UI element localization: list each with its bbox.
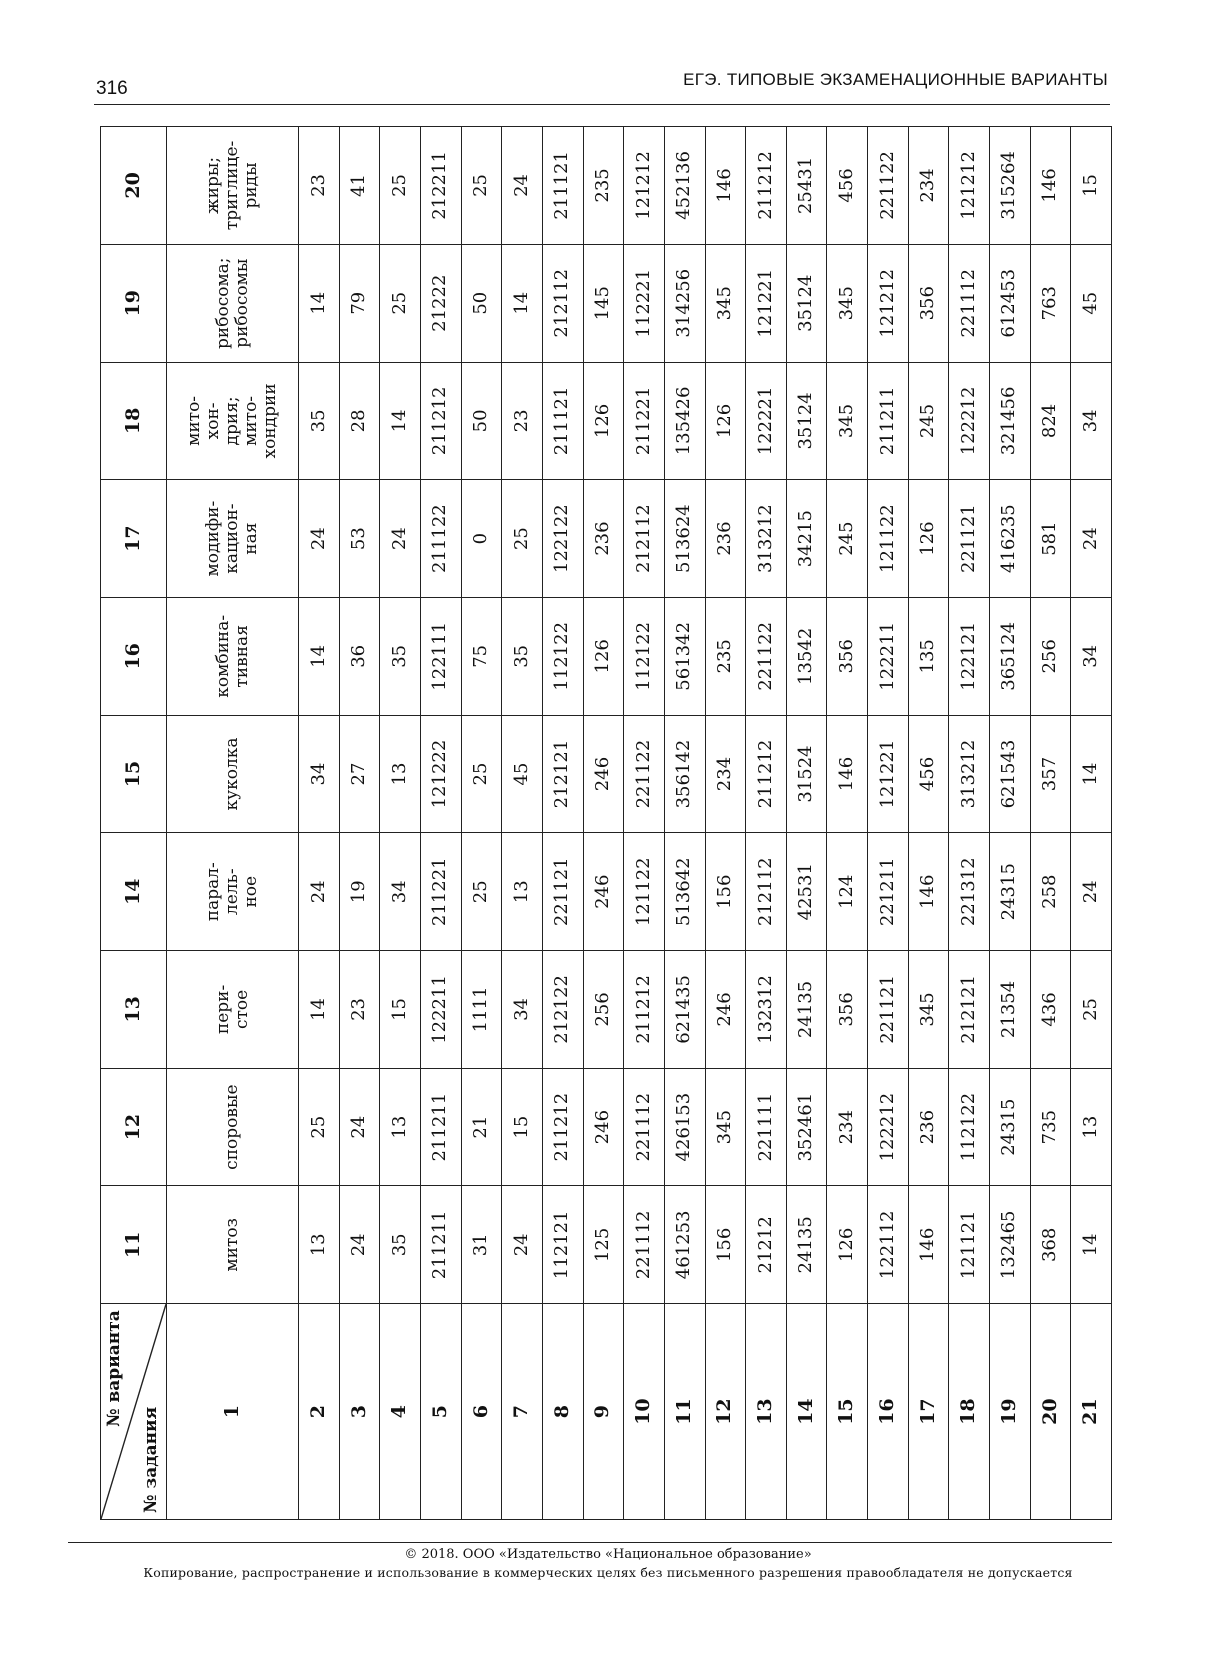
answer-term-cell: жиры; триглице- риды [167,127,299,245]
answer-cell: 126 [583,362,624,480]
table-row [908,127,949,1520]
answer-cell: 45 [1071,244,1112,362]
answer-term-cell: споровые [167,1068,299,1186]
answer-cell: 211221 [421,833,462,951]
answer-cell: 221121 [542,833,583,951]
answer-cell: 24 [502,127,543,245]
answer-cell: 35 [380,1186,421,1304]
row-header-variant: 11 [664,1304,705,1520]
column-header-task-13: 13 [101,951,167,1069]
answer-cell: 25 [380,244,421,362]
answer-cell: 42531 [786,833,827,951]
answer-cell: 126 [908,480,949,598]
answer-cell: 122212 [949,362,990,480]
answer-cell: 621435 [664,951,705,1069]
answer-cell: 24 [502,1186,543,1304]
answer-cell: 112121 [542,1186,583,1304]
column-header-task-15: 15 [101,715,167,833]
answer-cell: 75 [461,597,502,715]
answer-cell: 126 [705,362,746,480]
answer-cell: 24135 [786,951,827,1069]
answer-cell: 234 [827,1068,868,1186]
answer-cell: 258 [1030,833,1071,951]
table-row [664,127,705,1520]
answer-cell: 13 [299,1186,340,1304]
answer-cell: 27 [339,715,380,833]
answer-cell: 211122 [421,480,462,598]
table-row [624,127,665,1520]
answer-cell: 345 [827,362,868,480]
table-row [380,127,421,1520]
answer-cell: 24315 [989,1068,1030,1186]
answer-cell: 211212 [746,127,787,245]
answer-cell: 14 [502,244,543,362]
answer-table [100,126,1112,1520]
answer-cell: 621543 [989,715,1030,833]
answer-cell: 135426 [664,362,705,480]
answer-cell: 126 [583,597,624,715]
answer-cell: 112122 [542,597,583,715]
answer-term-cell: пери- стое [167,951,299,1069]
row-header-variant: 13 [746,1304,787,1520]
answer-cell: 79 [339,244,380,362]
table-row [339,127,380,1520]
page-number: 316 [96,78,128,99]
answer-cell: 121122 [624,833,665,951]
answer-cell: 23 [339,951,380,1069]
answer-cell: 121212 [868,244,909,362]
row-header-variant: 2 [299,1304,340,1520]
table-row [827,127,868,1520]
row-header-variant: 9 [583,1304,624,1520]
answer-cell: 352461 [786,1068,827,1186]
answer-cell: 53 [339,480,380,598]
answer-cell: 24 [1071,833,1112,951]
answer-cell: 211121 [542,362,583,480]
answer-cell: 211212 [746,715,787,833]
answer-cell: 124 [827,833,868,951]
answer-cell: 235 [583,127,624,245]
answer-cell: 221111 [746,1068,787,1186]
answer-cell: 122211 [421,951,462,1069]
answer-cell: 763 [1030,244,1071,362]
answer-term-cell: куколка [167,715,299,833]
answer-cell: 122211 [868,597,909,715]
answer-term-cell: мито- хон- дрия; мито- хондрии [167,362,299,480]
rotated-table-wrapper [100,126,1112,1520]
answer-cell: 1111 [461,951,502,1069]
answer-cell: 313212 [746,480,787,598]
row-header-variant: 6 [461,1304,502,1520]
answer-cell: 245 [827,480,868,598]
column-header-task-17: 17 [101,480,167,598]
table-row [583,127,624,1520]
row-header-variant: 21 [1071,1304,1112,1520]
table-row [746,127,787,1520]
answer-cell: 31524 [786,715,827,833]
answer-cell: 25 [299,1068,340,1186]
row-header-variant: 3 [339,1304,380,1520]
table-row [989,127,1030,1520]
answer-cell: 221112 [624,1186,665,1304]
answer-cell: 21212 [746,1186,787,1304]
answer-cell: 24 [339,1068,380,1186]
column-header-task-16: 16 [101,597,167,715]
answer-cell: 35124 [786,244,827,362]
answer-cell: 135 [908,597,949,715]
answer-cell: 19 [339,833,380,951]
answer-cell: 23 [502,362,543,480]
answer-cell: 345 [827,244,868,362]
answer-cell: 14 [299,951,340,1069]
answer-cell: 25 [502,480,543,598]
table-row [167,127,299,1520]
table-row [1071,127,1112,1520]
answer-cell: 513624 [664,480,705,598]
answer-table-area [100,126,1112,1520]
answer-cell: 211211 [868,362,909,480]
answer-cell: 132465 [989,1186,1030,1304]
answer-cell: 824 [1030,362,1071,480]
answer-cell: 14 [299,244,340,362]
answer-cell: 122121 [949,597,990,715]
answer-cell: 112122 [624,597,665,715]
answer-cell: 234 [908,127,949,245]
answer-cell: 24315 [989,833,1030,951]
answer-cell: 236 [583,480,624,598]
row-header-variant: 18 [949,1304,990,1520]
row-header-variant: 8 [542,1304,583,1520]
answer-cell: 13 [380,1068,421,1186]
running-header: ЕГЭ. ТИПОВЫЕ ЭКЗАМЕНАЦИОННЫЕ ВАРИАНТЫ [683,70,1108,89]
column-header-task-11: 11 [101,1186,167,1304]
table-corner-cell [101,1304,167,1520]
answer-cell: 145 [583,244,624,362]
answer-cell: 126 [827,1186,868,1304]
answer-cell: 112221 [624,244,665,362]
answer-cell: 456 [908,715,949,833]
answer-cell: 236 [908,1068,949,1186]
answer-cell: 24 [1071,480,1112,598]
answer-cell: 125 [583,1186,624,1304]
row-header-variant: 20 [1030,1304,1071,1520]
answer-cell: 25431 [786,127,827,245]
answer-term-cell: рибосома; рибосомы [167,244,299,362]
answer-cell: 221122 [746,597,787,715]
answer-cell: 13 [1071,1068,1112,1186]
answer-cell: 0 [461,480,502,598]
answer-cell: 45 [502,715,543,833]
answer-cell: 345 [908,951,949,1069]
table-row [868,127,909,1520]
table-header-row [101,127,167,1520]
answer-cell: 561342 [664,597,705,715]
answer-cell: 211212 [624,951,665,1069]
answer-cell: 221312 [949,833,990,951]
answer-cell: 211211 [421,1186,462,1304]
answer-cell: 356142 [664,715,705,833]
answer-cell: 365124 [989,597,1030,715]
answer-cell: 122122 [542,480,583,598]
answer-cell: 34 [1071,597,1112,715]
table-row [461,127,502,1520]
answer-cell: 156 [705,833,746,951]
answer-cell: 357 [1030,715,1071,833]
footer-notice: Копирование, распространение и использование в коммерческих целях без письменного разрешения правообладателя не допускается [143,1565,1073,1580]
answer-cell: 34 [299,715,340,833]
answer-cell: 212121 [542,715,583,833]
answer-cell: 50 [461,244,502,362]
answer-cell: 356 [827,951,868,1069]
answer-cell: 23 [299,127,340,245]
answer-cell: 356 [908,244,949,362]
answer-cell: 50 [461,362,502,480]
table-row [299,127,340,1520]
answer-cell: 28 [339,362,380,480]
answer-cell: 212121 [949,951,990,1069]
answer-cell: 212112 [624,480,665,598]
answer-cell: 461253 [664,1186,705,1304]
answer-cell: 15 [1071,127,1112,245]
answer-cell: 31 [461,1186,502,1304]
answer-cell: 34 [380,833,421,951]
answer-cell: 345 [705,244,746,362]
answer-cell: 221121 [949,480,990,598]
answer-cell: 121222 [421,715,462,833]
answer-cell: 121221 [868,715,909,833]
answer-cell: 146 [908,833,949,951]
row-header-variant: 15 [827,1304,868,1520]
answer-cell: 211212 [542,1068,583,1186]
answer-cell: 146 [705,127,746,245]
answer-cell: 436 [1030,951,1071,1069]
column-header-task-19: 19 [101,244,167,362]
answer-cell: 41 [339,127,380,245]
answer-cell: 13 [380,715,421,833]
answer-cell: 212112 [746,833,787,951]
answer-cell: 452136 [664,127,705,245]
answer-cell: 112122 [949,1068,990,1186]
answer-cell: 313212 [949,715,990,833]
answer-cell: 15 [380,951,421,1069]
answer-cell: 735 [1030,1068,1071,1186]
row-header-variant: 5 [421,1304,462,1520]
answer-cell: 121212 [949,127,990,245]
answer-cell: 212211 [421,127,462,245]
answer-cell: 212112 [542,244,583,362]
answer-cell: 34215 [786,480,827,598]
answer-cell: 14 [380,362,421,480]
answer-cell: 315264 [989,127,1030,245]
answer-cell: 156 [705,1186,746,1304]
answer-cell: 211211 [421,1068,462,1186]
answer-cell: 235 [705,597,746,715]
table-row [705,127,746,1520]
answer-cell: 24 [380,480,421,598]
answer-cell: 221112 [949,244,990,362]
table-row [1030,127,1071,1520]
answer-cell: 24135 [786,1186,827,1304]
answer-cell: 314256 [664,244,705,362]
answer-cell: 345 [705,1068,746,1186]
answer-cell: 212122 [542,951,583,1069]
row-header-variant: 10 [624,1304,665,1520]
row-header-variant: 7 [502,1304,543,1520]
footer-copyright: © 2018. ООО «Издательство «Национальное образование» [404,1547,812,1562]
row-header-variant: 19 [989,1304,1030,1520]
answer-cell: 14 [299,597,340,715]
answer-cell: 246 [583,1068,624,1186]
row-header-variant: 14 [786,1304,827,1520]
answer-cell: 122111 [421,597,462,715]
column-header-task-20: 20 [101,127,167,245]
row-header-variant: 17 [908,1304,949,1520]
answer-term-cell: парал- лель- ное [167,833,299,951]
answer-cell: 21354 [989,951,1030,1069]
answer-cell: 24 [299,833,340,951]
answer-cell: 25 [380,127,421,245]
answer-cell: 211212 [421,362,462,480]
answer-cell: 456 [827,127,868,245]
answer-cell: 15 [502,1068,543,1186]
answer-cell: 211121 [542,127,583,245]
answer-cell: 221121 [868,951,909,1069]
answer-cell: 25 [461,127,502,245]
answer-term-cell: модифи- кацион- ная [167,480,299,598]
corner-label-task: № задания [141,1406,162,1513]
answer-cell: 24 [299,480,340,598]
table-row [949,127,990,1520]
answer-cell: 146 [1030,127,1071,245]
answer-cell: 146 [908,1186,949,1304]
answer-cell: 25 [461,833,502,951]
answer-cell: 34 [1071,362,1112,480]
answer-cell: 246 [583,715,624,833]
answer-cell: 356 [827,597,868,715]
answer-cell: 121212 [624,127,665,245]
table-row [786,127,827,1520]
answer-cell: 221211 [868,833,909,951]
answer-cell: 14 [1071,715,1112,833]
answer-cell: 25 [461,715,502,833]
answer-cell: 513642 [664,833,705,951]
answer-cell: 221112 [624,1068,665,1186]
answer-cell: 36 [339,597,380,715]
answer-cell: 321456 [989,362,1030,480]
answer-cell: 13 [502,833,543,951]
answer-cell: 221122 [624,715,665,833]
column-header-task-14: 14 [101,833,167,951]
answer-cell: 122212 [868,1068,909,1186]
answer-cell: 426153 [664,1068,705,1186]
answer-cell: 256 [583,951,624,1069]
table-row [542,127,583,1520]
answer-cell: 256 [1030,597,1071,715]
answer-cell: 581 [1030,480,1071,598]
row-header-variant: 12 [705,1304,746,1520]
answer-cell: 122221 [746,362,787,480]
answer-cell: 35 [380,597,421,715]
answer-term-cell: митоз [167,1186,299,1304]
answer-cell: 146 [827,715,868,833]
answer-cell: 236 [705,480,746,598]
answer-cell: 122112 [868,1186,909,1304]
answer-cell: 35 [299,362,340,480]
answer-cell: 132312 [746,951,787,1069]
answer-cell: 35124 [786,362,827,480]
table-row [502,127,543,1520]
answer-cell: 234 [705,715,746,833]
answer-cell: 221122 [868,127,909,245]
table-row [421,127,462,1520]
answer-cell: 21 [461,1068,502,1186]
answer-cell: 246 [705,951,746,1069]
row-header-variant: 4 [380,1304,421,1520]
answer-cell: 246 [583,833,624,951]
corner-label-variant: № варианта [104,1310,124,1427]
answer-cell: 368 [1030,1186,1071,1304]
answer-cell: 34 [502,951,543,1069]
answer-cell: 121121 [949,1186,990,1304]
answer-cell: 14 [1071,1186,1112,1304]
answer-term-cell: комбина- тивная [167,597,299,715]
answer-cell: 13542 [786,597,827,715]
answer-cell: 35 [502,597,543,715]
footer-divider [68,1542,1112,1543]
row-header-variant: 16 [868,1304,909,1520]
answer-cell: 612453 [989,244,1030,362]
answer-cell: 416235 [989,480,1030,598]
column-header-task-12: 12 [101,1068,167,1186]
answer-cell: 21222 [421,244,462,362]
answer-cell: 24 [339,1186,380,1304]
row-header-variant: 1 [167,1304,299,1520]
answer-cell: 121221 [746,244,787,362]
answer-cell: 25 [1071,951,1112,1069]
answer-cell: 121122 [868,480,909,598]
header-divider [94,104,1110,105]
answer-cell: 211221 [624,362,665,480]
answer-cell: 245 [908,362,949,480]
column-header-task-18: 18 [101,362,167,480]
